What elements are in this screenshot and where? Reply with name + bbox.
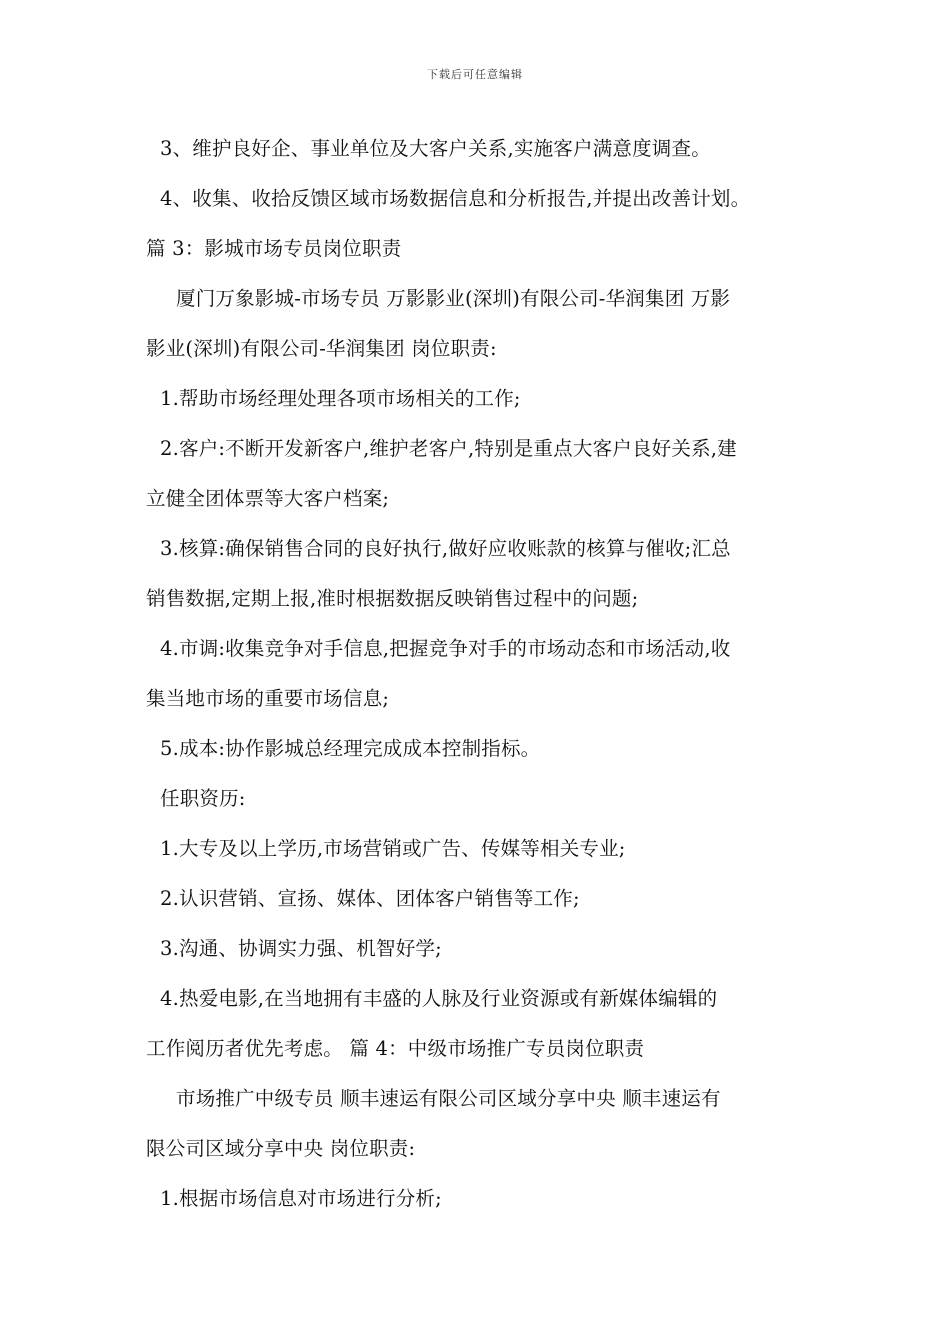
- list-item: 4.市调:收集竞争对手信息,把握竞争对手的市场动态和市场活动,收: [160, 637, 731, 660]
- paragraph-line: 影业(深圳)有限公司-华润集团 岗位职责:: [146, 337, 497, 360]
- list-item: 5.成本:协作影城总经理完成成本控制指标。: [160, 737, 541, 760]
- document-body: [146, 131, 814, 1231]
- section-heading: 篇 3：影城市场专员岗位职责: [146, 237, 402, 260]
- list-item: 1.根据市场信息对市场进行分析;: [160, 1187, 442, 1210]
- list-item: 3.核算:确保销售合同的良好执行,做好应收账款的核算与催收;汇总: [160, 537, 731, 560]
- paragraph-line: 厦门万象影城-市场专员 万影影业(深圳)有限公司-华润集团 万影: [176, 287, 731, 310]
- paragraph-line: 4、收集、收拾反馈区域市场数据信息和分析报告,并提出改善计划。: [160, 187, 751, 210]
- list-item: 1.帮助市场经理处理各项市场相关的工作;: [160, 387, 521, 410]
- list-item-continuation: 集当地市场的重要市场信息;: [146, 687, 390, 710]
- paragraph-line: 3、维护良好企、事业单位及大客户关系,实施客户满意度调查。: [160, 137, 711, 160]
- page-header-note: 下载后可任意编辑: [427, 68, 523, 81]
- list-item-continuation: 销售数据,定期上报,准时根据数据反映销售过程中的问题;: [146, 587, 639, 610]
- list-item-continuation: 工作阅历者优先考虑。 篇 4：中级市场推广专员岗位职责: [146, 1037, 645, 1060]
- list-item: 3.沟通、协调实力强、机智好学;: [160, 937, 442, 960]
- list-item: 2.认识营销、宣扬、媒体、团体客户销售等工作;: [160, 887, 580, 910]
- list-item-continuation: 立健全团体票等大客户档案;: [146, 487, 390, 510]
- paragraph-line: 限公司区域分享中央 岗位职责:: [146, 1137, 416, 1160]
- list-item: 4.热爱电影,在当地拥有丰盛的人脉及行业资源或有新媒体编辑的: [160, 987, 718, 1010]
- subheading: 任职资历:: [160, 787, 246, 810]
- list-item: 2.客户:不断开发新客户,维护老客户,特别是重点大客户良好关系,建: [160, 437, 737, 460]
- paragraph-line: 市场推广中级专员 顺丰速运有限公司区域分享中央 顺丰速运有: [176, 1087, 721, 1110]
- list-item: 1.大专及以上学历,市场营销或广告、传媒等相关专业;: [160, 837, 626, 860]
